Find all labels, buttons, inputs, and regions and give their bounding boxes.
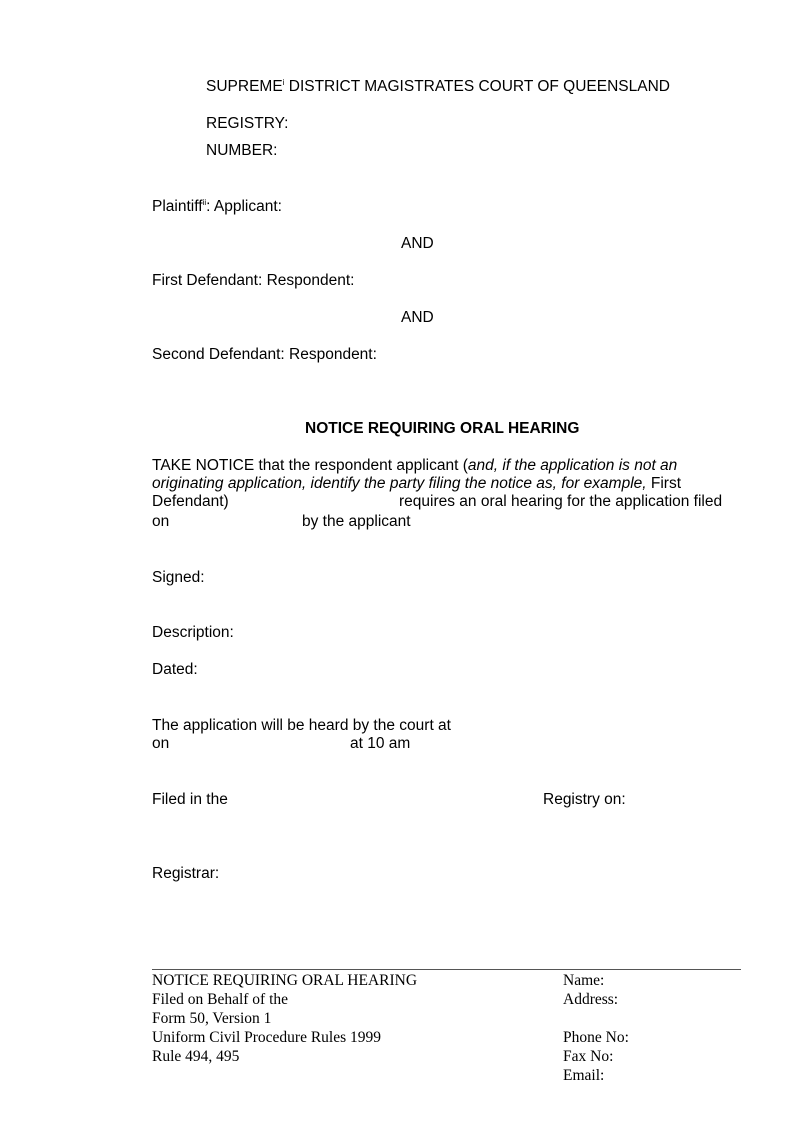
footer-form-title: NOTICE REQUIRING ORAL HEARING xyxy=(152,972,418,989)
notice-line-4b: by the applicant xyxy=(302,513,411,530)
footer-form-version: Form 50, Version 1 xyxy=(152,1010,272,1027)
notice-line-1-italic: and, if the application is not an xyxy=(467,457,678,474)
hearing-line: The application will be heard by the court at xyxy=(152,717,451,734)
footer-phone-label: Phone No: xyxy=(563,1029,629,1046)
footer-name-label: Name: xyxy=(563,972,605,989)
court-rest: DISTRICT MAGISTRATES COURT OF QUEENSLAND xyxy=(284,78,670,95)
notice-line-1 xyxy=(152,457,677,475)
notice-line-1-plain: TAKE NOTICE that the respondent applicant ( xyxy=(152,457,468,474)
footer-fax-label: Fax No: xyxy=(563,1048,614,1065)
and-separator-1: AND xyxy=(401,235,434,252)
notice-line-3a: Defendant) xyxy=(152,493,229,510)
notice-line-4a: on xyxy=(152,513,170,530)
registry-on-label: Registry on: xyxy=(543,791,626,808)
notice-line-2 xyxy=(152,475,681,493)
plaintiff-label xyxy=(152,198,282,216)
footer-rule-numbers: Rule 494, 495 xyxy=(152,1048,240,1065)
footer-filed-on-behalf: Filed on Behalf of the xyxy=(152,991,289,1008)
endnote-marker-i: i xyxy=(282,77,285,87)
footer-email-label: Email: xyxy=(563,1067,605,1084)
endnote-marker-ii: ii xyxy=(202,197,207,207)
description-label: Description: xyxy=(152,624,234,641)
and-separator-2: AND xyxy=(401,309,434,326)
court-prefix: SUPREME xyxy=(206,78,283,95)
registrar-label: Registrar: xyxy=(152,865,220,882)
footer-divider xyxy=(152,969,741,970)
plaintiff-prefix: Plaintiff xyxy=(152,198,203,215)
filed-in-label: Filed in the xyxy=(152,791,228,808)
hearing-time: at 10 am xyxy=(350,735,411,752)
notice-title: NOTICE REQUIRING ORAL HEARING xyxy=(305,420,580,437)
notice-line-2-plain: First xyxy=(646,475,681,492)
plaintiff-rest: : Applicant: xyxy=(206,198,282,215)
dated-label: Dated: xyxy=(152,661,198,678)
notice-line-2-italic: originating application, identify the party filing the notice as, for example, xyxy=(152,475,647,492)
registry-label: REGISTRY: xyxy=(206,115,289,132)
notice-line-3b: requires an oral hearing for the application filed xyxy=(399,493,723,510)
number-label: NUMBER: xyxy=(206,142,278,159)
signed-label: Signed: xyxy=(152,569,205,586)
first-defendant-label: First Defendant: Respondent: xyxy=(152,272,355,289)
hearing-on: on xyxy=(152,735,170,752)
second-defendant-label: Second Defendant: Respondent: xyxy=(152,346,377,363)
footer-address-label: Address: xyxy=(563,991,619,1008)
court-title xyxy=(206,78,670,96)
footer-rules: Uniform Civil Procedure Rules 1999 xyxy=(152,1029,382,1046)
